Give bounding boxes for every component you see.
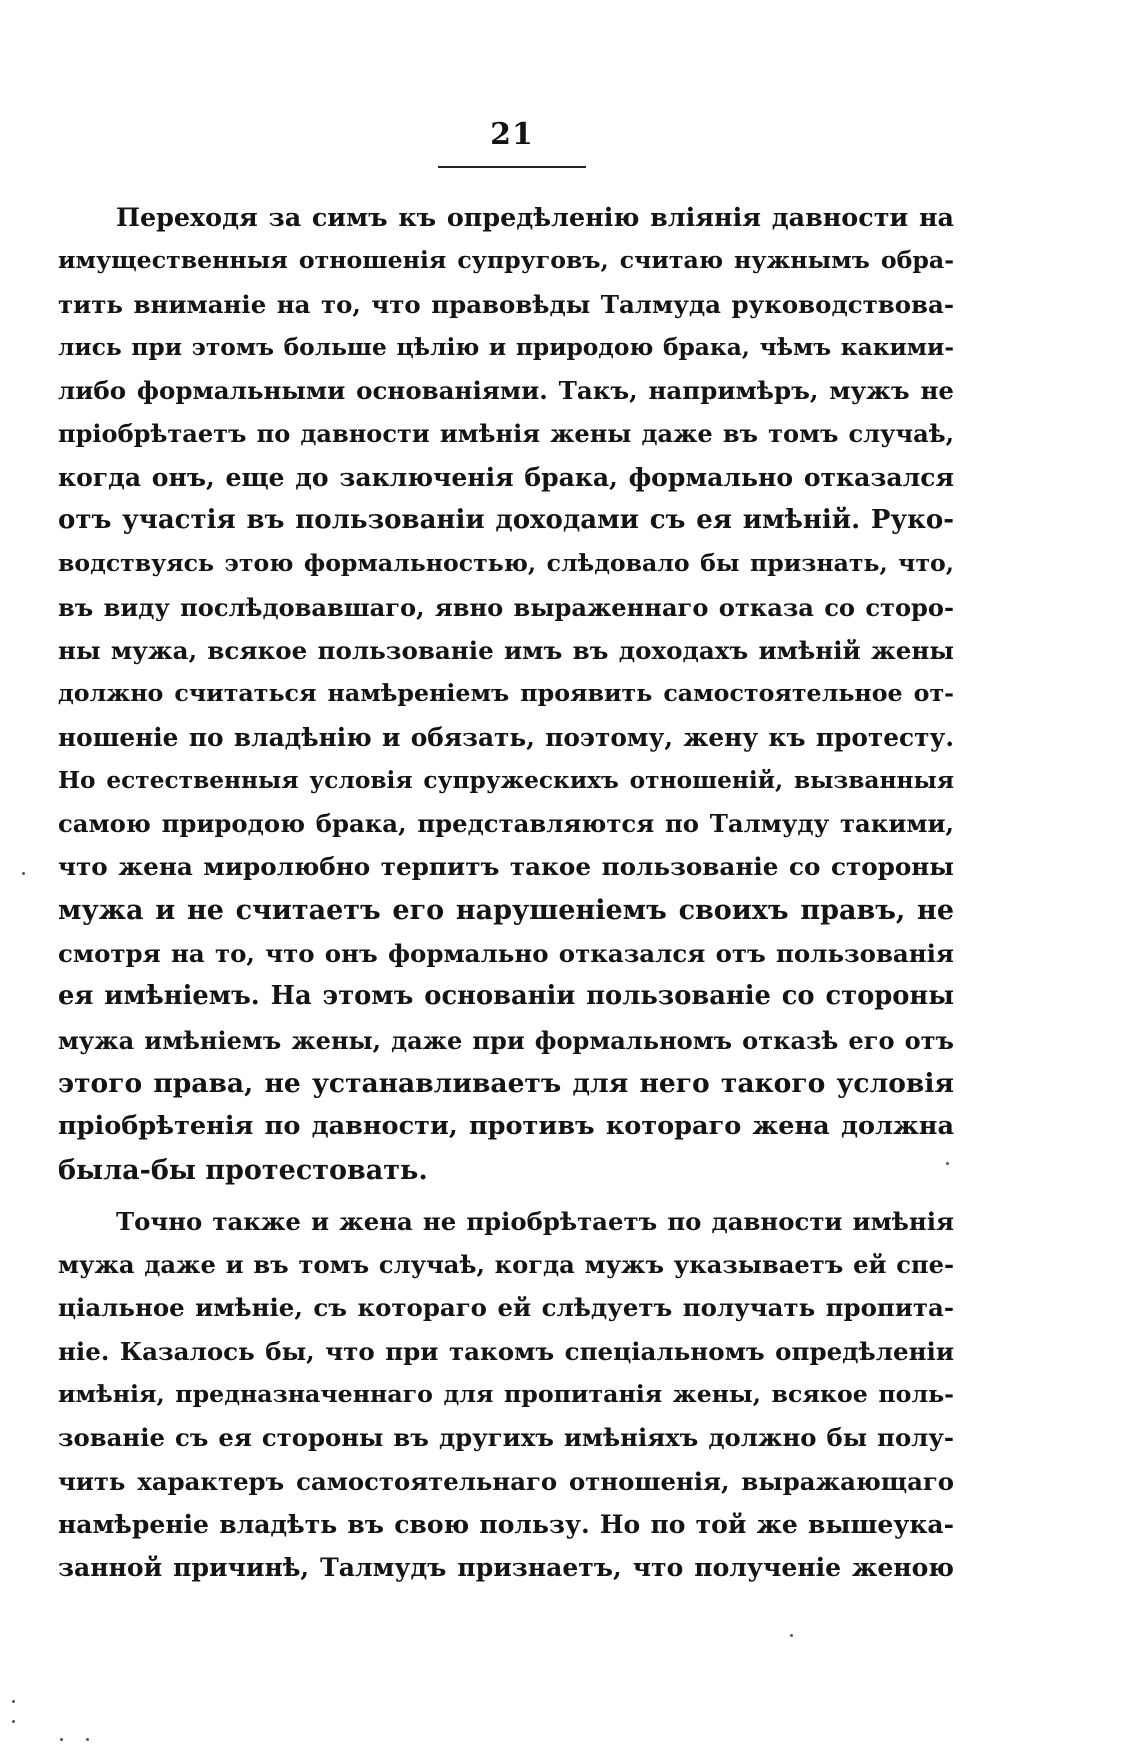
text-line: имѣнія, предназначеннаго для пропитанія жены, всякое поль- bbox=[58, 1380, 954, 1409]
text-line: пріобрѣтаетъ по давности имѣнія жены даже въ томъ случаѣ, bbox=[58, 419, 954, 449]
scan-speck bbox=[86, 1738, 89, 1741]
text-line: занной причинѣ, Талмудъ признаетъ, что полученіе женою bbox=[58, 1552, 954, 1583]
text-line: водствуясь этою формальностью, слѣдовало бы признать, что, bbox=[58, 549, 954, 578]
paragraph-gap bbox=[58, 1192, 954, 1200]
text-line: смотря на то, что онъ формально отказался отъ пользованія bbox=[58, 939, 954, 969]
paragraph-1 bbox=[58, 196, 954, 1192]
text-line: имущественныя отношенія супруговъ, считаю нужнымъ обра- bbox=[58, 246, 954, 275]
scan-speck bbox=[12, 1700, 15, 1703]
text-line: зованіе съ ея стороны въ другихъ имѣніяхъ должно бы полу- bbox=[58, 1423, 954, 1453]
scan-speck bbox=[60, 1738, 63, 1741]
scan-speck bbox=[946, 1162, 949, 1165]
text-line: ношеніе по владѣнію и обязать, поэтому, жену къ протесту. bbox=[58, 722, 954, 752]
text-line: ніе. Казалось бы, что при такомъ спеціальномъ опредѣленіи bbox=[58, 1336, 954, 1366]
text-line: ея имѣніемъ. На этомъ основаніи пользованіе со стороны bbox=[58, 981, 954, 1012]
paragraph-2 bbox=[58, 1200, 954, 1590]
text-line: намѣреніе владѣть въ свою пользу. Но по той же вышеука- bbox=[58, 1509, 954, 1539]
text-line: ны мужа, всякое пользованіе имъ въ доходахъ имѣній жены bbox=[58, 635, 954, 665]
page-number-rule bbox=[438, 166, 586, 168]
text-line: тить вниманіе на то, что правовѣды Талмуда руководствова- bbox=[58, 289, 954, 319]
text-line: была-бы протестовать. bbox=[58, 1154, 428, 1186]
text-line: самою природою брака, представляются по Талмуду такими, bbox=[58, 809, 954, 839]
text-line: мужа и не считаетъ его нарушеніемъ своихъ правъ, не bbox=[58, 894, 954, 926]
text-line: Переходя за симъ къ опредѣленію вліянія давности на bbox=[116, 202, 954, 232]
text-line: либо формальными основаніями. Такъ, напримѣръ, мужъ не bbox=[58, 376, 954, 406]
text-line: отъ участія въ пользованіи доходами съ ея имѣній. Руко- bbox=[58, 505, 954, 536]
page-number: 21 bbox=[490, 117, 534, 152]
text-line: что жена миролюбно терпитъ такое пользованіе со стороны bbox=[58, 852, 954, 882]
text-line: пріобрѣтенія по давности, противъ котораго жена должна bbox=[58, 1111, 954, 1142]
text-line: когда онъ, еще до заключенія брака, формально отказался bbox=[58, 461, 954, 492]
scan-speck bbox=[12, 1720, 15, 1723]
text-line: Но естественныя условія супружескихъ отношеній, вызванныя bbox=[58, 766, 954, 794]
body-text bbox=[58, 196, 954, 1590]
text-line: этого права, не устанавливаетъ для него такого условія bbox=[58, 1067, 954, 1099]
text-line: должно считаться намѣреніемъ проявить самостоятельное от- bbox=[58, 679, 954, 708]
scan-speck bbox=[790, 1634, 793, 1637]
text-line: мужа даже и въ томъ случаѣ, когда мужъ указываетъ ей спе- bbox=[58, 1250, 954, 1280]
text-line: мужа имѣніемъ жены, даже при формальномъ отказѣ его отъ bbox=[58, 1025, 954, 1055]
text-line: ціальное имѣніе, съ котораго ей слѣдуетъ получать пропита- bbox=[58, 1293, 954, 1323]
text-line: Точно также и жена не пріобрѣтаетъ по давности имѣнія bbox=[116, 1206, 954, 1236]
text-line: чить характеръ самостоятельнаго отношенія, выражающаго bbox=[58, 1466, 954, 1496]
text-line: въ виду послѣдовавшаго, явно выраженнаго отказа со сторо- bbox=[58, 592, 954, 622]
text-line: лись при этомъ больше цѣлію и природою брака, чѣмъ какими- bbox=[58, 333, 954, 361]
scan-speck bbox=[22, 872, 25, 875]
